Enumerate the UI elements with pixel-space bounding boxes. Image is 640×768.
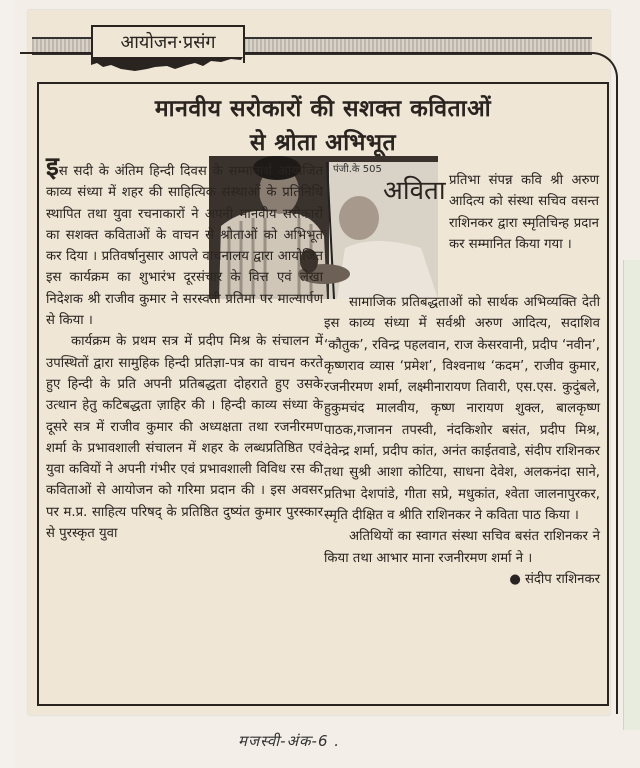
drop-cap: इ bbox=[46, 152, 59, 182]
photo-caption: प्रतिभा संपन्न कवि श्री अरुण आदित्य को संस्था सचिव वसन्त राशिनकर द्वारा स्मृतिचिन्ह प्रदान कर सम्मानित किया गया । bbox=[449, 173, 599, 252]
right-para-2: अतिथियों का स्वागत संस्था सचिव बसंत राशिनकर ने किया तथा आभार माना रजनीरमण शर्मा ने । bbox=[324, 529, 600, 566]
right-para-1: सामाजिक प्रतिबद्धताओं को सार्थक अभिव्यक्ति देती इस काव्य संध्या में सर्वश्री अरुण आदित्य, सदाशिव ‘कौतुक’, रविन्द्र पहलवान, राज केसरवानी, प्रदीप ‘नवीन’, कृष्णराव व्यास ‘प्रमेश’, विश्वनाथ ‘कदम’, राजीव कुमार, रजनीरमण शर्मा, लक्ष्मीनारायण तिवारी, एस.एस. कुदुंबले, हुकुमचंद मालवीय, कृष्ण नारायण शुक्ल, बालकृष्ण पाठक,गजानन तपस्वी, नंदकिशोर बसंत, प्रदीप मिश्र, देवेन्द्र शर्मा, प्रदीप कांत, अनंत काईतवाडे, संदीप राशिनकर तथा सुश्री आशा कोटिया, साधना देवेश, अलकनंदा साने, प्रतिभा देशपांडे, गीता सप्रे, मधुकांत, श्वेता जालनापुरकर, स्मृति दीक्षित व श्रीति राशिनकर ने कविता पाठ किया । bbox=[324, 295, 600, 523]
left-para-1-text: स सदी के अंतिम हिन्दी दिवस के सम्मानार्थ आयोजित काव्य संध्या में शहर की साहित्यिक संस्थाओं के प्रतिनिधि स्थापित तथा युवा रचनाकारों ने अपनी मानवीय सरोकारों का सशक्त कविताओं के वाचन से श्रोताओं को अभिभूत कर दिया । प्रतिवर्षानुसार आपले वाचनालय द्वारा आयोजित इस कार्यक्रम का शुभारंभ दूरसंचार के वित्त एवं लेखा निदेशक श्री राजीव कुमार ने सरस्वती प्रतिमा पर माल्यार्पण से किया । bbox=[46, 164, 323, 329]
left-para-2: कार्यक्रम के प्रथम सत्र में प्रदीप मिश्र के संचालन में उपस्थितों द्वारा सामुहिक हिन्दी प्रतिज्ञा-पत्र का वाचन करते हुए हिन्दी के प्रति अपनी प्रतिबद्धता दोहराते हुए उसके उत्थान हेतु कटिबद्धता ज़ाहिर की । हिन्दी काव्य संध्या के दूसरे सत्र में राजीव कुमार की अध्यक्षता तथा रजनीरमण शर्मा के प्रभावशाली संचालन में शहर के लब्धप्रतिष्ठित एवं युवा कवियों ने अपनी गंभीर एवं प्रभावशाली विविध रस की कविताओं से आयोजन को गरिमा प्रदान की । इस अवसर पर म.प्र. साहित्य परिषद् के प्रतिष्ठित दुष्यंत कुमार पुरस्कार से पुरस्कृत युवा bbox=[46, 334, 323, 542]
headline-line-1: मानवीय सरोकारों की सशक्त कविताओं bbox=[154, 96, 492, 122]
adjacent-page-edge bbox=[623, 260, 640, 730]
scan-margin bbox=[0, 0, 14, 768]
headline bbox=[39, 92, 607, 160]
section-tag-box bbox=[91, 25, 245, 63]
handwritten-note: मजस्वी-अंक-6 . bbox=[238, 732, 341, 750]
torn-edge-decoration bbox=[91, 57, 243, 77]
left-para-1 bbox=[46, 152, 323, 331]
headline-line-2: से श्रोता अभिभूत bbox=[249, 130, 397, 156]
section-tag: आयोजन·प्रसंग bbox=[120, 32, 216, 53]
photo-banner-text: पंजी.के 505 bbox=[333, 164, 382, 175]
article-box bbox=[37, 82, 609, 706]
photo-banner-word: अविता bbox=[383, 176, 446, 206]
byline: ● संदीप राशिनकर bbox=[509, 571, 600, 587]
left-column bbox=[46, 152, 323, 544]
right-column bbox=[324, 292, 600, 590]
